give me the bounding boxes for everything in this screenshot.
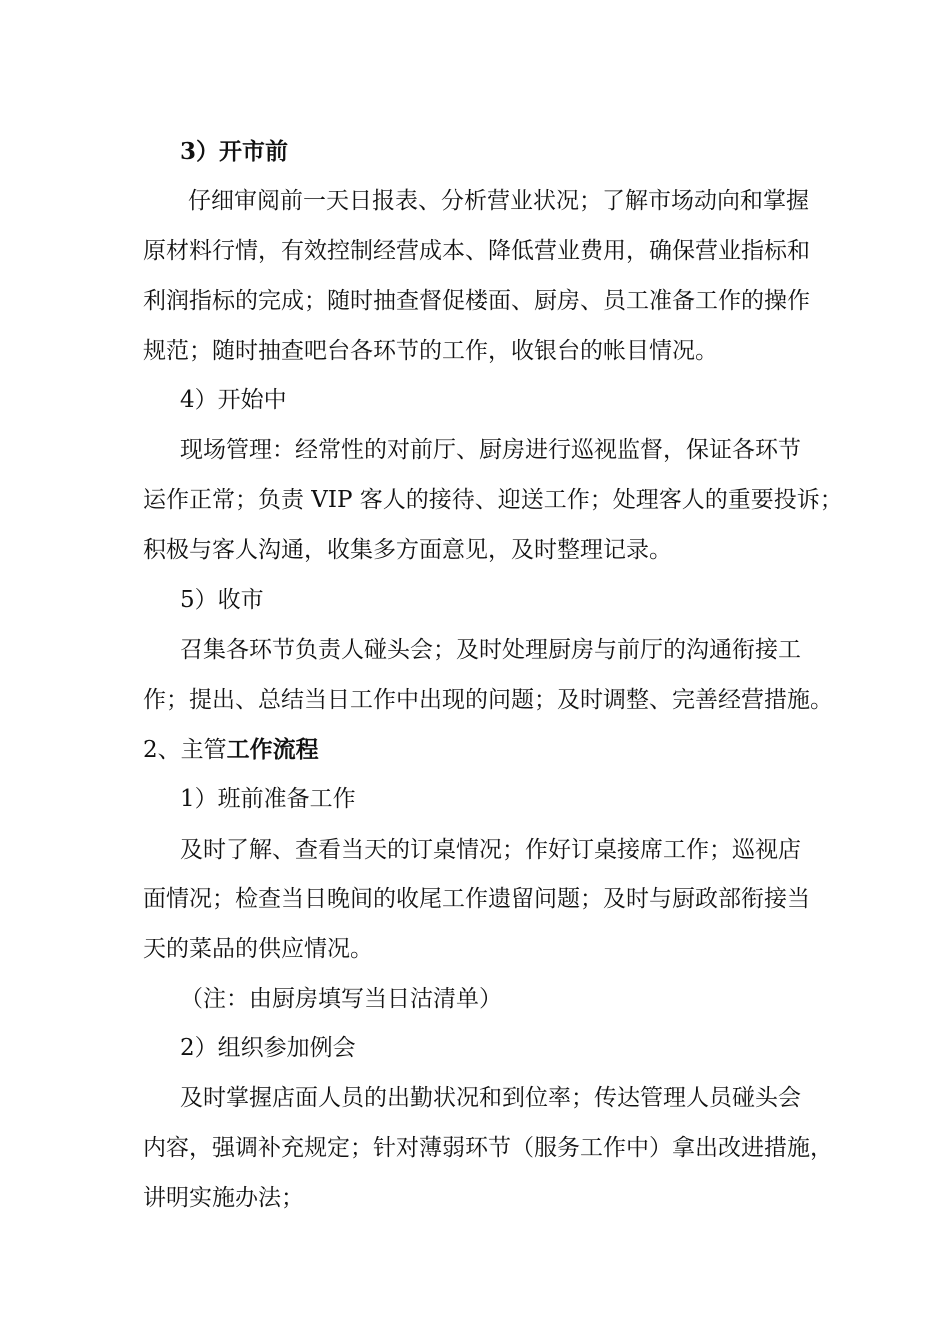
sub-1-line-3: 天的菜品的供应情况。	[143, 936, 373, 962]
chapter-2-heading	[143, 735, 319, 765]
section-4-line-3: 积极与客人沟通，收集多方面意见，及时整理记录。	[143, 537, 672, 563]
sub-2-line-1: 及时掌握店面人员的出勤状况和到位率；传达管理人员碰头会	[180, 1085, 801, 1111]
section-4-line-2: 运作正常；负责 VIP 客人的接待、迎送工作；处理客人的重要投诉；	[143, 487, 843, 513]
section-4-line-1: 现场管理：经常性的对前厅、厨房进行巡视监督，保证各环节	[180, 437, 801, 463]
section-3-line-4: 规范；随时抽查吧台各环节的工作，收银台的帐目情况。	[143, 338, 718, 364]
section-3-line-3: 利润指标的完成；随时抽查督促楼面、厨房、员工准备工作的操作	[143, 288, 810, 314]
section-3-line-2: 原材料行情，有效控制经营成本、降低营业费用，确保营业指标和	[143, 238, 810, 264]
section-4-title: 4）开始中	[180, 387, 287, 413]
sub-1-note: （注：由厨房填写当日沽清单）	[180, 986, 502, 1012]
sub-1-title: 1）班前准备工作	[180, 786, 356, 812]
sub-1-line-2: 面情况；检查当日晚间的收尾工作遗留问题；及时与厨政部衔接当	[143, 886, 810, 912]
section-5-title: 5）收市	[180, 587, 264, 613]
chapter-2-title: 工作流程	[226, 736, 319, 763]
chapter-2-prefix: 2、主管	[143, 737, 227, 763]
section-3-line-1: 仔细审阅前一天日报表、分析营业状况；了解市场动向和掌握	[188, 188, 809, 214]
section-3-title: 3）开市前	[180, 138, 289, 165]
sub-2-line-3: 讲明实施办法；	[143, 1185, 304, 1211]
section-5-line-1: 召集各环节负责人碰头会；及时处理厨房与前厅的沟通衔接工	[180, 637, 801, 663]
sub-1-line-1: 及时了解、查看当天的订桌情况；作好订桌接席工作；巡视店	[180, 837, 801, 863]
sub-2-title: 2）组织参加例会	[180, 1035, 356, 1061]
sub-2-line-2: 内容，强调补充规定；针对薄弱环节（服务工作中）拿出改进措施，	[143, 1135, 833, 1161]
section-5-line-2: 作；提出、总结当日工作中出现的问题；及时调整、完善经营措施。	[143, 687, 833, 713]
